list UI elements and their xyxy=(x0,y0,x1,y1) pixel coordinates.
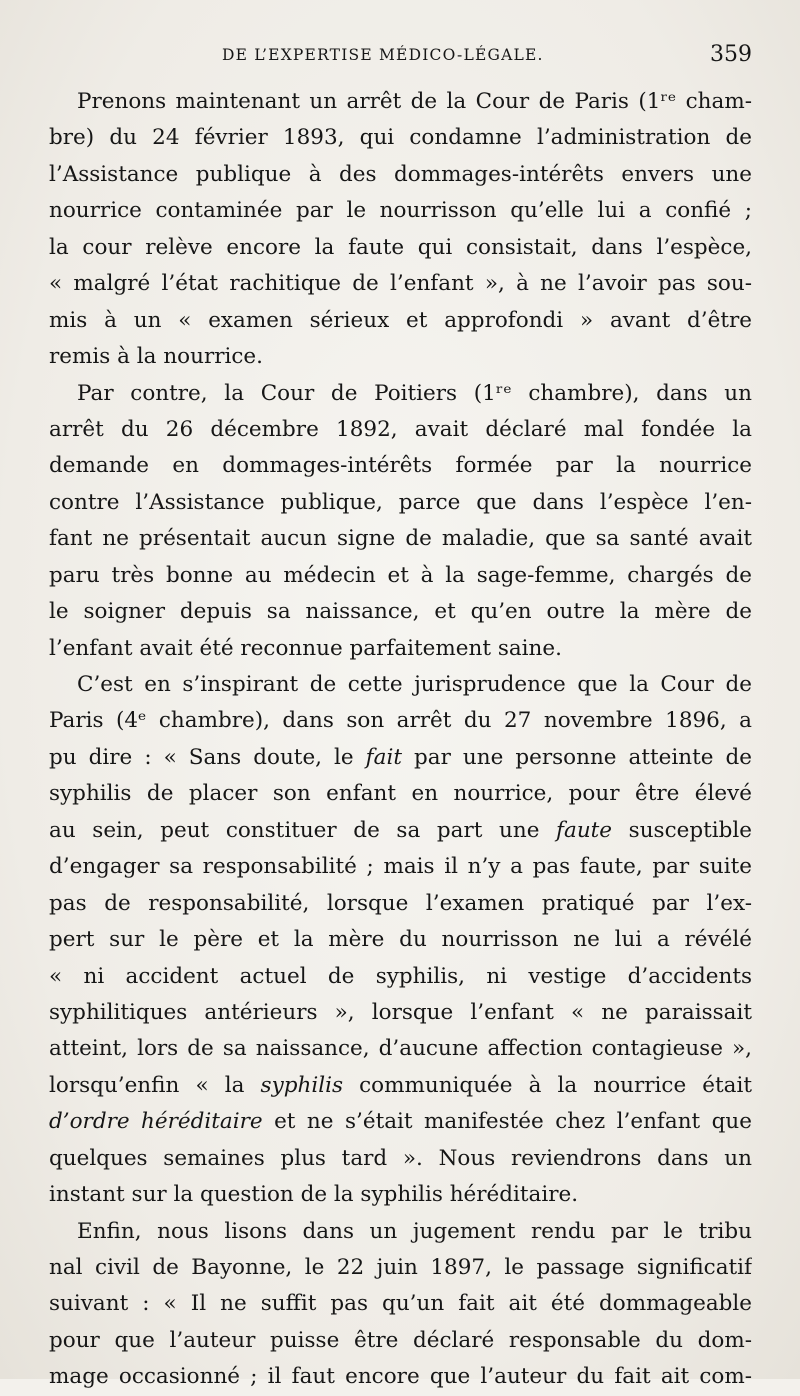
body-text xyxy=(49,84,752,1396)
paragraph xyxy=(49,1214,752,1396)
text-line: contre l’Assistance publique, parce que dans l’espèce l’en- xyxy=(49,489,752,515)
text-line: pour que l’auteur puisse être déclaré responsable du dom- xyxy=(49,1327,752,1353)
text-line: d’engager sa responsabilité ; mais il n’y a pas faute, par suite xyxy=(49,854,752,880)
text-line: lorsqu’enfin « la syphilis communiquée à la nourrice était xyxy=(49,1072,752,1098)
text-line: pert sur le père et la mère du nourrisson ne lui a révélé xyxy=(49,927,752,953)
text-line: syphilis de placer son enfant en nourrice, pour être élevé xyxy=(49,781,752,807)
text-line: au sein, peut constituer de sa part une faute susceptible xyxy=(49,817,752,843)
running-head: DE L’EXPERTISE MÉDICO-LÉGALE. xyxy=(222,46,544,64)
text-line: « malgré l’état rachitique de l’enfant », à ne l’avoir pas sou- xyxy=(49,271,752,297)
text-line: Prenons maintenant un arrêt de la Cour de Paris (1ʳᵉ cham- xyxy=(77,89,752,114)
text-line: Paris (4ᵉ chambre), dans son arrêt du 27 novembre 1896, a xyxy=(49,708,752,734)
page-number: 359 xyxy=(710,42,752,67)
text-line: C’est en s’inspirant de cette jurisprudence que la Cour de xyxy=(77,672,752,697)
text-line: nal civil de Bayonne, le 22 juin 1897, le passage significatif xyxy=(49,1255,752,1280)
paragraph xyxy=(49,84,752,376)
text-line: instant sur la question de la syphilis héréditaire. xyxy=(49,1182,579,1208)
text-line: Enfin, nous lisons dans un jugement rendu par le tribu xyxy=(77,1218,752,1244)
page-header xyxy=(222,42,752,72)
text-line: bre) du 24 février 1893, qui condamne l’administration de xyxy=(49,125,752,151)
text-line: quelques semaines plus tard ». Nous reviendrons dans un xyxy=(49,1145,752,1171)
text-line: « ni accident actuel de syphilis, ni vestige d’accidents xyxy=(49,963,752,989)
text-line: syphilitiques antérieurs », lorsque l’enfant « ne paraissait xyxy=(49,999,752,1025)
text-line: Par contre, la Cour de Poitiers (1ʳᵉ chambre), dans un xyxy=(77,380,752,406)
paragraph xyxy=(49,667,752,1214)
text-line: l’enfant avait été reconnue parfaitement saine. xyxy=(49,635,562,661)
text-line: la cour relève encore la faute qui consistait, dans l’espèce, xyxy=(49,234,752,260)
text-line: mage occasionné ; il faut encore que l’auteur du fait ait com- xyxy=(49,1364,752,1390)
text-line: demande en dommages-intérêts formée par la nourrice xyxy=(49,453,752,479)
text-line: paru très bonne au médecin et à la sage-femme, chargés de xyxy=(49,562,752,588)
text-line: fant ne présentait aucun signe de maladie, que sa santé avait xyxy=(49,526,752,552)
text-line: l’Assistance publique à des dommages-intérêts envers une xyxy=(49,161,752,187)
text-line: atteint, lors de sa naissance, d’aucune affection contagieuse », xyxy=(49,1036,752,1062)
text-line: remis à la nourrice. xyxy=(49,344,263,370)
text-line: suivant : « Il ne suffit pas qu’un fait ait été dommageable xyxy=(49,1291,752,1317)
text-line: arrêt du 26 décembre 1892, avait déclaré mal fondée la xyxy=(49,416,752,442)
text-line: d’ordre héréditaire et ne s’était manifestée chez l’enfant que xyxy=(49,1109,752,1135)
text-line: nourrice contaminée par le nourrisson qu’elle lui a confié ; xyxy=(49,198,752,224)
paragraph xyxy=(49,376,752,668)
text-line: pas de responsabilité, lorsque l’examen pratiqué par l’ex- xyxy=(49,890,752,916)
text-line: le soigner depuis sa naissance, et qu’en outre la mère de xyxy=(49,599,752,625)
text-line: mis à un « examen sérieux et approfondi » avant d’être xyxy=(49,307,752,333)
text-line: pu dire : « Sans doute, le fait par une personne atteinte de xyxy=(49,744,752,770)
